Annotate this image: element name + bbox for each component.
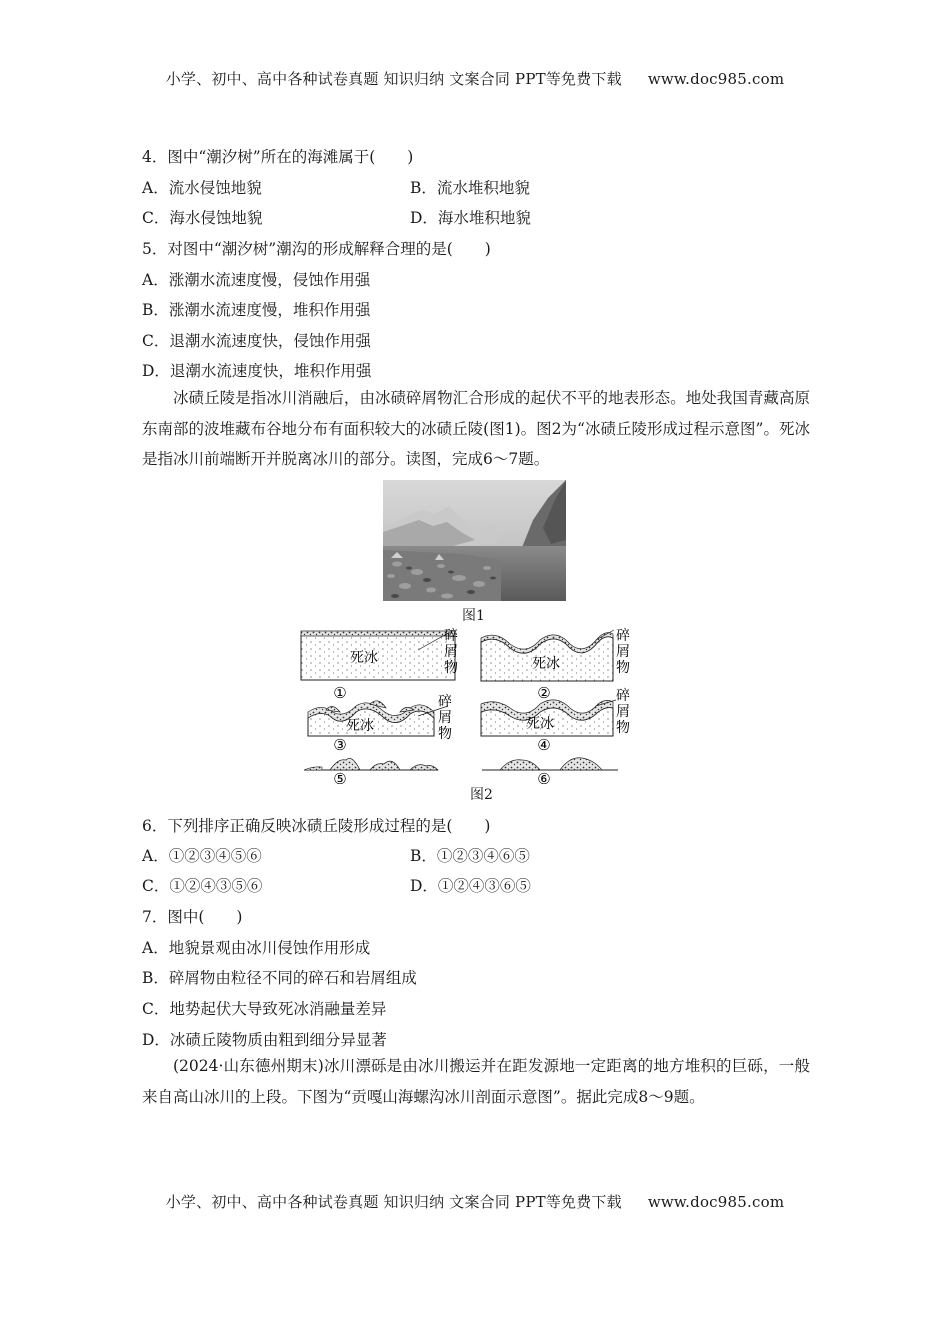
svg-text:碎: 碎 — [616, 688, 630, 704]
stage-6-panel — [482, 758, 618, 770]
question-6-stem: 6．下列排序正确反映冰碛丘陵形成过程的是( ) — [142, 817, 491, 835]
question-4-option-b: B．流水堆积地貌 — [410, 179, 530, 197]
dead-ice-label-4: 死冰 — [526, 716, 554, 732]
question-6-option-a: A．①②③④⑤⑥ — [142, 847, 262, 865]
debris-label-3 — [438, 694, 452, 742]
svg-text:屑: 屑 — [616, 704, 630, 720]
svg-text:屑: 屑 — [438, 710, 452, 726]
question-4-option-d: D．海水堆积地貌 — [410, 209, 531, 227]
question-5-option-b: B．涨潮水流速度慢，堆积作用强 — [142, 301, 371, 319]
debris-label-2 — [616, 628, 630, 676]
question-6-option-d: D．①②④③⑥⑤ — [410, 877, 531, 895]
stage-number-6: ⑥ — [537, 770, 551, 784]
debris-label-1 — [444, 628, 458, 676]
footer-url[interactable]: www.doc985.com — [647, 1193, 785, 1211]
figure-1-caption: 图1 — [462, 608, 485, 624]
header-url[interactable]: www.doc985.com — [647, 70, 785, 88]
svg-text:碎: 碎 — [438, 694, 452, 710]
question-4-stem: 4．图中“潮汐树”所在的海滩属于( ) — [142, 148, 414, 166]
stage-3-panel — [308, 701, 448, 736]
question-6-option-c: C．①②④③⑤⑥ — [142, 877, 263, 895]
dead-ice-label-1: 死冰 — [350, 650, 378, 666]
svg-text:屑: 屑 — [444, 644, 458, 660]
question-7-option-d: D．冰碛丘陵物质由粗到细分异显著 — [142, 1031, 387, 1049]
debris-label-4 — [616, 688, 630, 736]
svg-text:物: 物 — [444, 660, 458, 676]
question-5-option-d: D．退潮水流速度快，堆积作用强 — [142, 362, 372, 380]
moraine-formation-diagram — [300, 626, 640, 784]
question-5-option-a: A．涨潮水流速度慢，侵蚀作用强 — [142, 271, 371, 289]
svg-text:物: 物 — [438, 726, 452, 742]
svg-text:碎: 碎 — [616, 628, 630, 644]
dead-ice-label-2: 死冰 — [532, 656, 560, 672]
question-7-option-b: B．碎屑物由粒径不同的碎石和岩屑组成 — [142, 969, 417, 987]
stage-number-2: ② — [537, 684, 551, 702]
stage-number-4: ④ — [537, 736, 551, 754]
intro-paragraph-1: 冰碛丘陵是指冰川消融后，由冰碛碎屑物汇合形成的起伏不平的地表形态。地处我国青藏高原东南部的波堆藏布谷地分布有面积较大的冰碛丘陵(图1)。图2为“冰碛丘陵形成过程示意图”。死冰是指冰川前端断开并脱离冰川的部分。读图，完成6～7题。 — [142, 389, 810, 468]
question-5-stem: 5．对图中“潮汐树”潮沟的形成解释合理的是( ) — [142, 240, 491, 258]
question-7-option-a: A．地貌景观由冰川侵蚀作用形成 — [142, 939, 371, 957]
stage-number-5: ⑤ — [333, 770, 347, 784]
svg-text:物: 物 — [616, 720, 630, 736]
stage-number-1: ① — [333, 684, 347, 702]
svg-text:屑: 屑 — [616, 644, 630, 660]
stage-1-panel — [301, 631, 455, 680]
svg-text:碎: 碎 — [444, 628, 458, 644]
question-6-option-b: B．①②③④⑥⑤ — [410, 847, 530, 865]
question-7-stem: 7．图中( ) — [142, 908, 243, 926]
question-4-option-c: C．海水侵蚀地貌 — [142, 209, 263, 227]
dead-ice-label-3: 死冰 — [346, 718, 374, 734]
intro-paragraph-2: (2024·山东德州期末)冰川漂砾是由冰川搬运并在距发源地一定距离的地方堆积的巨砾，一般来自高山冰川的上段。下图为“贡嘎山海螺沟冰川剖面示意图”。据此完成8～9题。 — [142, 1057, 810, 1106]
stage-number-3: ③ — [333, 736, 347, 754]
footer-text: 小学、初中、高中各种试卷真题 知识归纳 文案合同 PPT等免费下载 — [165, 1193, 622, 1211]
svg-text:物: 物 — [616, 660, 630, 676]
question-4-option-a: A．流水侵蚀地貌 — [142, 179, 262, 197]
glacier-moraine-photo — [383, 480, 566, 601]
figure-2-caption: 图2 — [470, 787, 493, 803]
question-5-option-c: C．退潮水流速度快，侵蚀作用强 — [142, 332, 371, 350]
page-footer — [0, 1191, 950, 1212]
page-header — [0, 68, 950, 89]
stage-5-panel — [304, 758, 438, 770]
header-text: 小学、初中、高中各种试卷真题 知识归纳 文案合同 PPT等免费下载 — [165, 70, 622, 88]
question-7-option-c: C．地势起伏大导致死冰消融量差异 — [142, 1000, 387, 1018]
